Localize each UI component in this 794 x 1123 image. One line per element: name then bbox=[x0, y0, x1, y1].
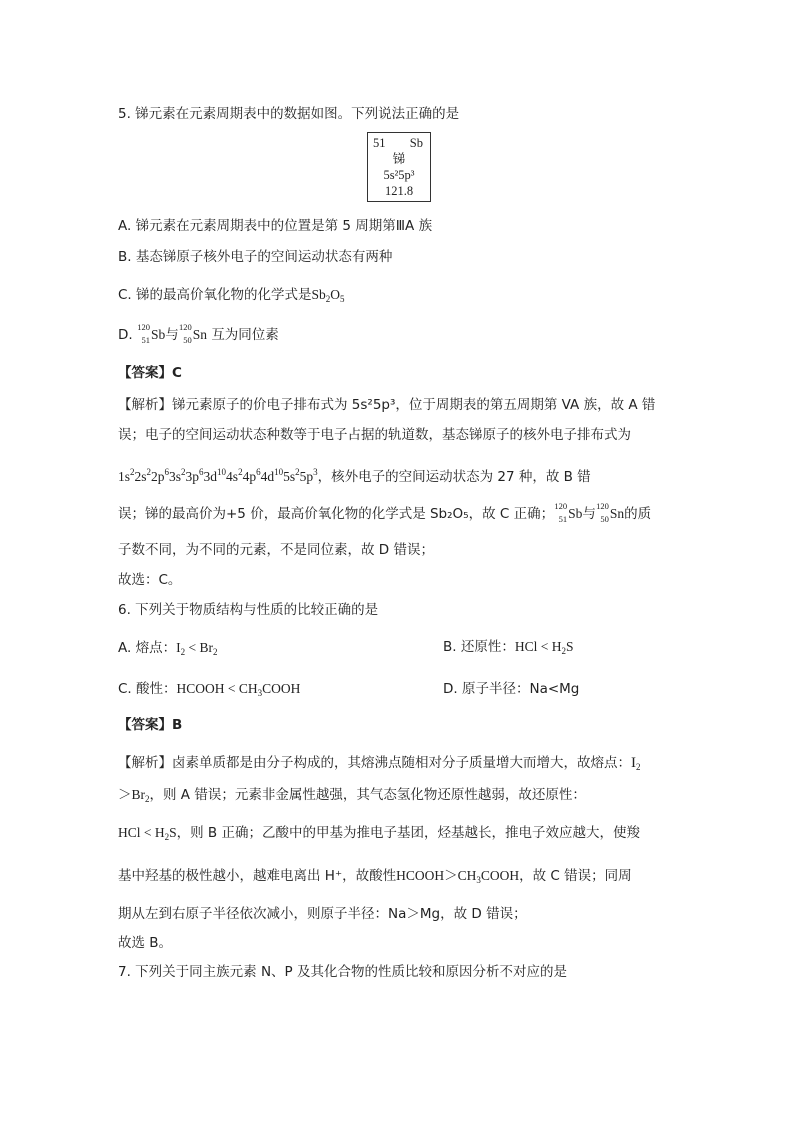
isotope-sn120-b: 120 50 Sn bbox=[596, 501, 625, 524]
q6-conclusion: 故选 B。 bbox=[118, 935, 173, 951]
element-name: 锑 bbox=[392, 152, 406, 166]
q5-explanation-line4-mid: 与 bbox=[582, 506, 596, 522]
q5-option-d-label: D. bbox=[118, 327, 133, 343]
q6-explanation-line4-end: ，故 C 错误；同周 bbox=[519, 868, 632, 884]
q5-explanation-line4-text: 误；锑的最高价为+5 价，最高价氧化物的化学式是 Sb₂O₅，故 C 正确； bbox=[118, 506, 555, 522]
formula-acids: HCOOH < $CH_3COOH$ bbox=[176, 681, 301, 698]
q5-explanation-line5: 子数不同，为不同的元素，不是同位素，故 D 错误； bbox=[118, 542, 434, 558]
q5-conclusion: 故选：C。 bbox=[118, 572, 182, 588]
formula-hcl-h2s-b: HCl < $H_2S$ bbox=[118, 825, 177, 842]
element-number: 51 bbox=[373, 136, 386, 150]
formula-gt-br2: $>Br_2$ bbox=[118, 787, 150, 804]
isotope-sb120: 120 51 Sb bbox=[137, 322, 166, 345]
q5-stem: 5. 锑元素在元素周期表中的数据如图。下列说法正确的是 bbox=[118, 106, 460, 122]
element-symbol: Sb bbox=[409, 136, 423, 150]
element-config: 5s²5p³ bbox=[383, 168, 415, 182]
q5-answer: 【答案】C bbox=[118, 365, 182, 381]
isotope-sn120: 120 50 Sn bbox=[179, 322, 208, 345]
formula-i2: $I_2$ bbox=[631, 755, 641, 772]
q5-explanation-line3-text: ，核外电子的空间运动状态为 27 种，故 B 错 bbox=[317, 469, 591, 485]
q6-option-b bbox=[443, 637, 574, 661]
q6-option-c bbox=[118, 679, 300, 703]
element-card bbox=[367, 132, 431, 202]
q7-stem: 7. 下列关于同主族元素 N、P 及其化合物的性质比较和原因分析不对应的是 bbox=[118, 964, 567, 980]
q5-option-a: A. 锑元素在元素周期表中的位置是第 5 周期第ⅢA 族 bbox=[118, 218, 433, 234]
q5-explanation-line4 bbox=[118, 501, 652, 524]
q6-explanation-line3-text: ，则 B 正确；乙酸中的甲基为推电子基团，烃基越长，推电子效应越大，使羧 bbox=[176, 825, 640, 841]
isotope-sb120-b: 120 51 Sb bbox=[554, 501, 583, 524]
q5-option-c-text: C. 锑的最高价氧化物的化学式是 bbox=[118, 287, 312, 303]
q6-explanation-line2 bbox=[118, 785, 586, 809]
q5-explanation-line4-end: 的质 bbox=[624, 506, 652, 522]
formula-hcl-h2s: HCl < $H_2S$ bbox=[514, 639, 574, 656]
q5-option-c bbox=[118, 285, 345, 309]
q6-stem: 6. 下列关于物质结构与性质的比较正确的是 bbox=[118, 602, 379, 618]
q6-explanation-line1 bbox=[118, 753, 641, 777]
q6-option-a bbox=[118, 638, 217, 662]
q6-answer: 【答案】B bbox=[118, 717, 183, 733]
q5-option-d bbox=[118, 322, 279, 345]
q6-explanation-line2-text: ，则 A 错误；元素非金属性越强，其气态氢化物还原性越弱，故还原性： bbox=[149, 787, 586, 803]
q6-explanation-line3 bbox=[118, 823, 640, 847]
q5-option-d-suffix: 互为同位素 bbox=[211, 327, 279, 343]
q5-option-d-mid: 与 bbox=[165, 327, 179, 343]
q5-option-b: B. 基态锑原子核外电子的空间运动状态有两种 bbox=[118, 249, 393, 265]
q5-explanation-line3 bbox=[118, 462, 591, 487]
q5-explanation-line1: 【解析】锑元素原子的价电子排布式为 5s²5p³，位于周期表的第五周期第 VA 族，故 A 错 bbox=[118, 397, 656, 413]
element-mass: 121.8 bbox=[384, 184, 414, 198]
electron-configuration: $1s^22s^22p^63s^23p^63d^{10}4s^24p^64d^{10}5s^25p^3$ bbox=[118, 467, 318, 484]
q5-explanation-line2: 误；电子的空间运动状态种数等于电子占据的轨道数，基态锑原子的核外电子排布式为 bbox=[118, 427, 631, 443]
q6-explanation-line4-text: 基中羟基的极性越小，越难电离出 H⁺，故酸性 bbox=[118, 868, 397, 884]
q6-option-b-label: B. 还原性： bbox=[443, 639, 515, 655]
q6-option-d: D. 原子半径：Na<Mg bbox=[443, 681, 580, 697]
q6-explanation-line4 bbox=[118, 866, 632, 890]
formula-i2-br2: $I_2 < Br_2$ bbox=[176, 640, 218, 657]
q6-explanation-line1-text: 【解析】卤素单质都是由分子构成的，其熔沸点随相对分子质量增大而增大，故熔点： bbox=[118, 755, 631, 771]
q6-option-c-label: C. 酸性： bbox=[118, 681, 177, 697]
q6-option-a-label: A. 熔点： bbox=[118, 640, 177, 656]
formula-acids-b: $HCOOH>CH_3COOH$ bbox=[396, 868, 520, 885]
formula-sb2o5: $Sb_2O_5$ bbox=[311, 287, 345, 304]
q6-explanation-line5: 期从左到右原子半径依次减小，则原子半径：Na＞Mg，故 D 错误； bbox=[118, 906, 527, 922]
